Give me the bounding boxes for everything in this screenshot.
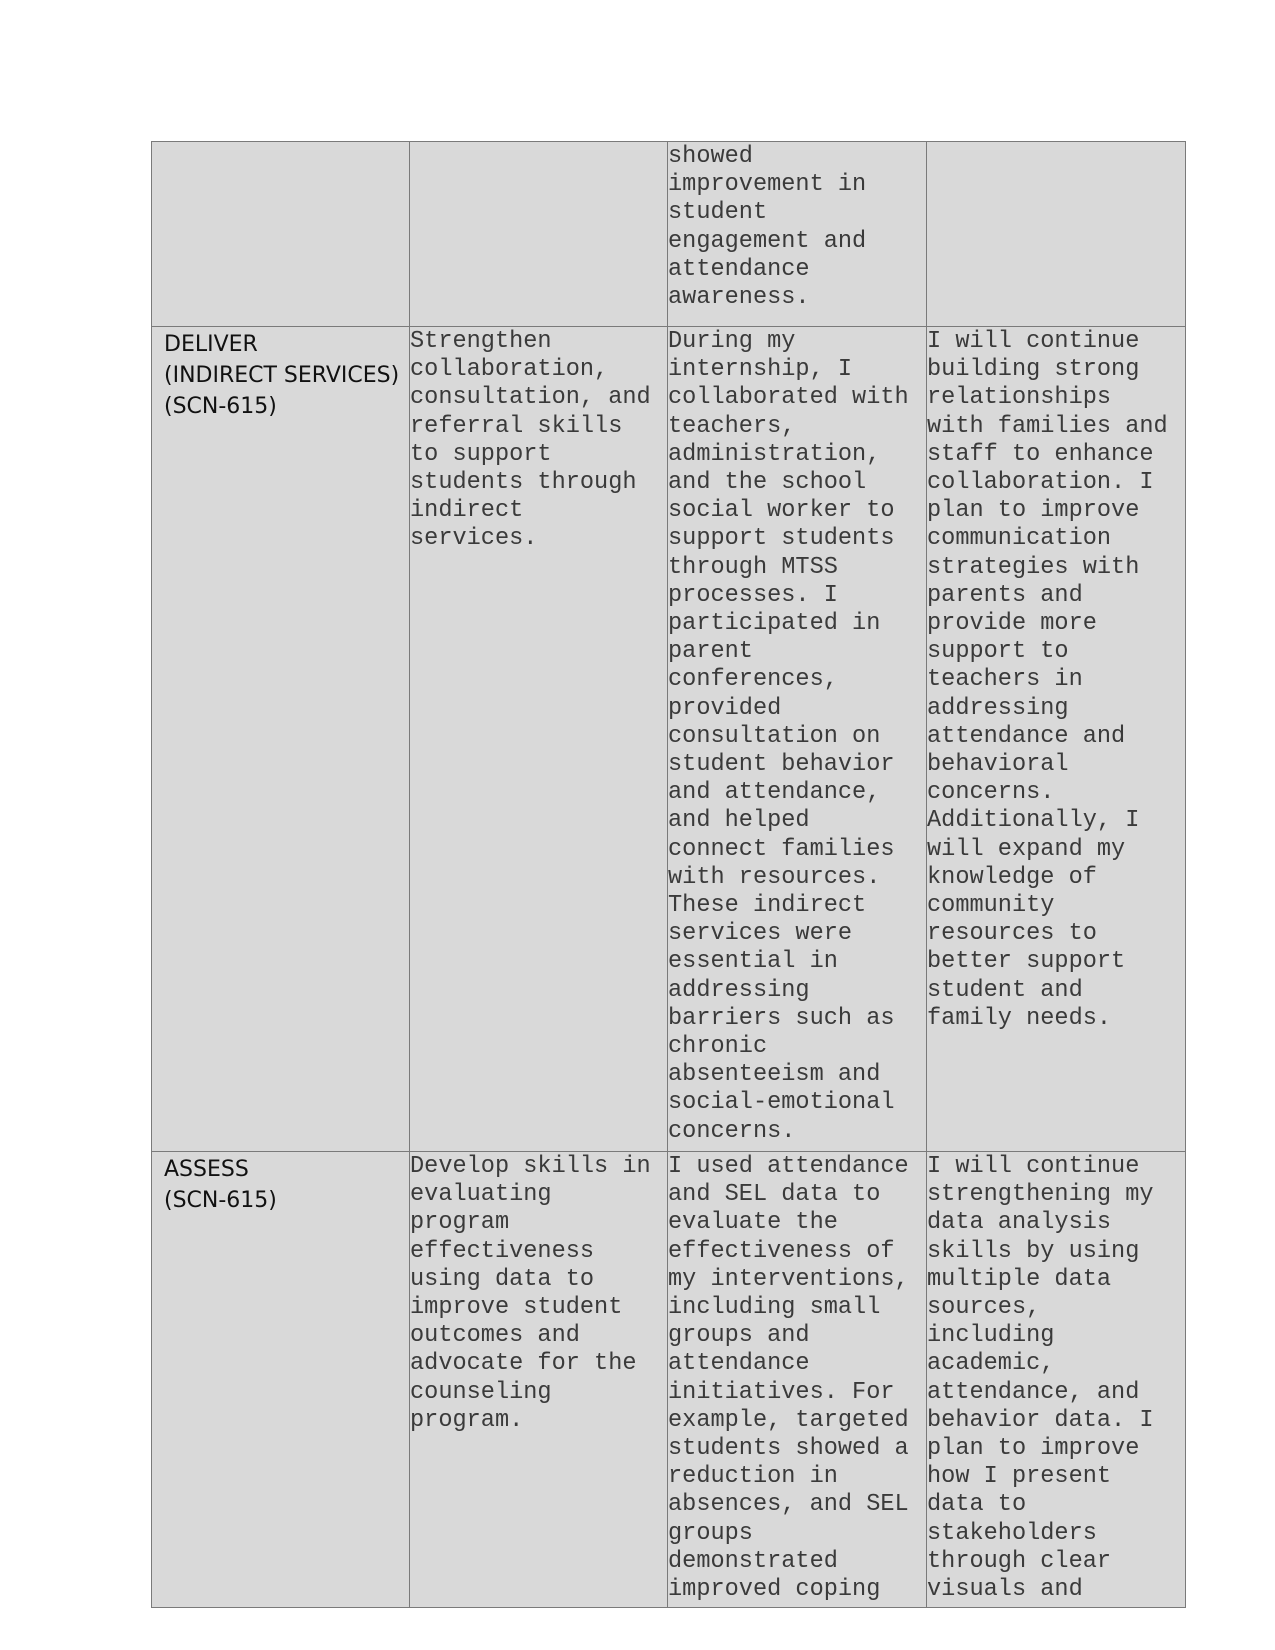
table-row [152, 1152, 1186, 1608]
goal-text: Strengthen collaboration, consultation, and referral skills to support students through indirect services. [410, 328, 651, 553]
table-row [152, 142, 1186, 327]
reflection-table [151, 141, 1186, 1608]
growth-text: I will continue strengthening my data analysis skills by using multiple data sources, including academic, attendance, and behavior data. I plan to improve how I present data to stakeholders through clear visuals and [927, 1153, 1154, 1604]
goal-text: Develop skills in evaluating program effectiveness using data to improve student outcomes and advocate for the counseling program. [410, 1153, 651, 1434]
experience-cell [668, 327, 927, 1152]
domain-label-cell: ASSESS (SCN-615) [152, 1152, 410, 1608]
experience-cell [668, 1152, 927, 1608]
growth-cell [927, 327, 1186, 1152]
experience-text: I used attendance and SEL data to evaluate the effectiveness of my interventions, including small groups and attendance initiatives. For example, targeted students showed a reduction in absences, and SEL groups demonstrated improved coping [668, 1153, 909, 1604]
domain-label-cell [152, 142, 410, 327]
goal-cell [410, 142, 668, 327]
domain-label-cell: DELIVER (INDIRECT SERVICES) (SCN-615) [152, 327, 410, 1152]
experience-text: During my internship, I collaborated with teachers, administration, and the school social worker to support students through MTSS processes. I participated in parent conferences, provided consultation on student behavior and attendance, and helped connect families with resources. These indirect services were essential in addressing barriers such as chronic absenteeism and social-emotional concerns. [668, 328, 909, 1145]
growth-cell [927, 142, 1186, 327]
experience-cell [668, 142, 927, 327]
growth-cell [927, 1152, 1186, 1608]
growth-text: I will continue building strong relationships with families and staff to enhance collaboration. I plan to improve communication strategies with parents and provide more support to teachers in addressing attendance and behavioral concerns. Additionally, I will expand my knowledge of community resources to better support student and family needs. [927, 328, 1168, 1032]
experience-text: showed improvement in student engagement and attendance awareness. [668, 143, 867, 312]
goal-cell [410, 327, 668, 1152]
table-row [152, 327, 1186, 1152]
goal-cell [410, 1152, 668, 1608]
